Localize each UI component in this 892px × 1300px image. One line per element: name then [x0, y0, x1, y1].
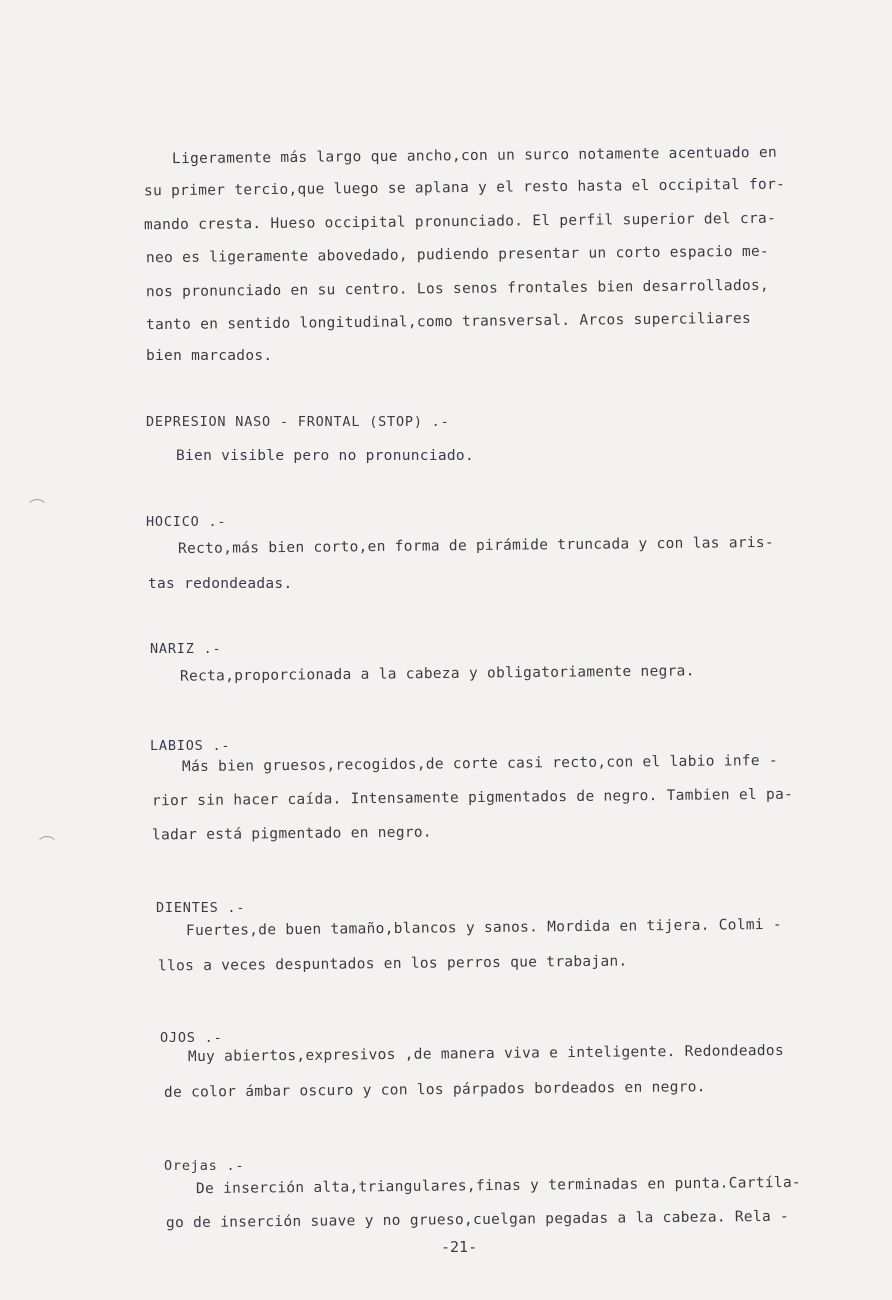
text-line: tanto en sentido longitudinal,como transversal. Arcos superciliares — [145, 310, 752, 334]
text-line: Más bien gruesos,recogidos,de corte casi recto,con el labio infe - — [181, 752, 779, 776]
text-line: Recto,más bien corto,en forma de pirámide truncada y con las aris- — [177, 534, 775, 558]
text-line: mando cresta. Hueso occipital pronunciado. El perfil superior del cra- — [143, 210, 777, 234]
section-heading: NARIZ .- — [150, 641, 222, 657]
section-heading: OJOS .- — [160, 1030, 223, 1046]
section-heading: LABIOS .- — [150, 738, 231, 754]
text-line: nos pronunciado en su centro. Los senos frontales bien desarrollados, — [145, 277, 770, 301]
text-line: rior sin hacer caída. Intensamente pigmentados de negro. Tambien el pa- — [151, 786, 794, 810]
text-line: de color ámbar oscuro y con los párpados bordeados en negro. — [163, 1079, 706, 1101]
text-line: Ligeramente más largo que ancho,con un surco notamente acentuado en — [171, 144, 778, 168]
text-line: Fuertes,de buen tamaño,blancos y sanos. Mordida en tijera. Colmi - — [185, 916, 783, 940]
section-heading: DIENTES .- — [156, 900, 246, 916]
text-line: neo es ligeramente abovedado, pudiendo presentar un corto espacio me- — [145, 243, 770, 267]
text-line: Recta,proporcionada a la cabeza y obligatoriamente negra. — [179, 663, 695, 685]
text-line: Bien visible pero no pronunciado. — [176, 448, 474, 464]
section-heading: DEPRESION NASO - FRONTAL (STOP) .- — [146, 414, 450, 430]
punch-hole-top — [26, 499, 48, 521]
section-heading: HOCICO .- — [146, 514, 227, 530]
text-line: tas redondeadas. — [148, 576, 293, 592]
text-line: Muy abiertos,expresivos ,de manera viva e inteligente. Redondeados — [187, 1042, 785, 1066]
text-line: su primer tercio,que luego se aplana y el resto hasta el occipital for- — [143, 176, 786, 200]
text-line: bien marcados. — [146, 348, 273, 364]
section-heading: Orejas .- — [164, 1158, 245, 1174]
text-line: De inserción alta,triangulares,finas y terminadas en punta.Cartíla- — [195, 1174, 802, 1198]
text-line: ladar está pigmentado en negro. — [151, 824, 432, 844]
text-line: go de inserción suave y no grueso,cuelgan pegadas a la cabeza. Rela - — [165, 1208, 790, 1232]
punch-hole-bottom — [36, 836, 58, 858]
text-line: llos a veces despuntados en los perros que trabajan. — [157, 953, 628, 975]
page-number: -21- — [441, 1238, 478, 1256]
